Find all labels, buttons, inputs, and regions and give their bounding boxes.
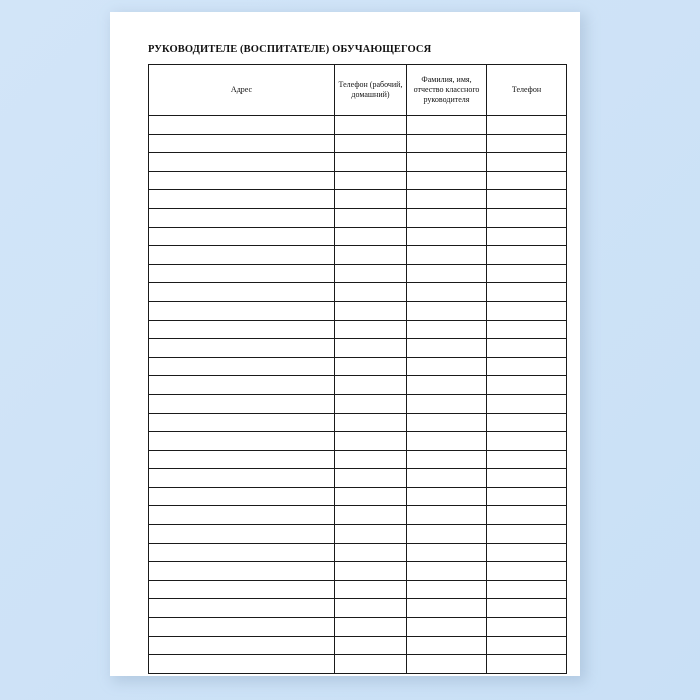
table-cell[interactable] bbox=[149, 487, 335, 506]
table-cell[interactable] bbox=[407, 394, 487, 413]
table-cell[interactable] bbox=[149, 469, 335, 488]
table-cell[interactable] bbox=[335, 655, 407, 674]
table-row[interactable] bbox=[149, 339, 567, 358]
table-cell[interactable] bbox=[407, 301, 487, 320]
table-cell[interactable] bbox=[149, 134, 335, 153]
table-cell[interactable] bbox=[335, 432, 407, 451]
table-cell[interactable] bbox=[487, 543, 567, 562]
column-header-address: Адрес bbox=[149, 65, 335, 116]
table-cell[interactable] bbox=[407, 320, 487, 339]
table-cell[interactable] bbox=[335, 487, 407, 506]
table-row[interactable] bbox=[149, 599, 567, 618]
table-cell[interactable] bbox=[335, 543, 407, 562]
table-cell[interactable] bbox=[487, 153, 567, 172]
table-cell[interactable] bbox=[149, 450, 335, 469]
table-cell[interactable] bbox=[335, 636, 407, 655]
table-cell[interactable] bbox=[149, 190, 335, 209]
table-row[interactable] bbox=[149, 525, 567, 544]
table-row[interactable] bbox=[149, 543, 567, 562]
table-row[interactable] bbox=[149, 283, 567, 302]
table-cell[interactable] bbox=[487, 116, 567, 135]
table-row[interactable] bbox=[149, 246, 567, 265]
table-row[interactable] bbox=[149, 171, 567, 190]
table-cell[interactable] bbox=[407, 580, 487, 599]
table-cell[interactable] bbox=[149, 580, 335, 599]
table-cell[interactable] bbox=[407, 171, 487, 190]
table-cell[interactable] bbox=[335, 580, 407, 599]
table-cell[interactable] bbox=[487, 301, 567, 320]
table-cell[interactable] bbox=[487, 432, 567, 451]
table-cell[interactable] bbox=[149, 376, 335, 395]
table-cell[interactable] bbox=[407, 432, 487, 451]
table-cell[interactable] bbox=[335, 506, 407, 525]
table-cell[interactable] bbox=[335, 153, 407, 172]
table-row[interactable] bbox=[149, 636, 567, 655]
table-cell[interactable] bbox=[407, 357, 487, 376]
table-cell[interactable] bbox=[487, 208, 567, 227]
table-header-row bbox=[149, 65, 567, 116]
table-cell[interactable] bbox=[487, 264, 567, 283]
table-row[interactable] bbox=[149, 618, 567, 637]
table-row[interactable] bbox=[149, 655, 567, 674]
table-cell[interactable] bbox=[149, 618, 335, 637]
table-row[interactable] bbox=[149, 562, 567, 581]
table-cell[interactable] bbox=[335, 376, 407, 395]
table-cell[interactable] bbox=[487, 357, 567, 376]
table-cell[interactable] bbox=[149, 506, 335, 525]
table-cell[interactable] bbox=[487, 469, 567, 488]
table-cell[interactable] bbox=[487, 618, 567, 637]
table-cell[interactable] bbox=[335, 413, 407, 432]
table-cell[interactable] bbox=[149, 171, 335, 190]
table-cell[interactable] bbox=[407, 413, 487, 432]
table-row[interactable] bbox=[149, 413, 567, 432]
table-cell[interactable] bbox=[407, 246, 487, 265]
column-header-phone-work-home: Телефон (рабочий, домашний) bbox=[335, 65, 407, 116]
table-cell[interactable] bbox=[149, 301, 335, 320]
records-table bbox=[148, 64, 567, 674]
table-cell[interactable] bbox=[407, 134, 487, 153]
table-cell[interactable] bbox=[487, 376, 567, 395]
table-cell[interactable] bbox=[407, 562, 487, 581]
table-cell[interactable] bbox=[407, 190, 487, 209]
table-cell[interactable] bbox=[335, 227, 407, 246]
table-cell[interactable] bbox=[487, 171, 567, 190]
table-cell[interactable] bbox=[335, 190, 407, 209]
document-page bbox=[110, 12, 580, 676]
table-cell[interactable] bbox=[149, 636, 335, 655]
table-row[interactable] bbox=[149, 153, 567, 172]
table-cell[interactable] bbox=[487, 190, 567, 209]
table-header bbox=[149, 65, 567, 116]
table-cell[interactable] bbox=[407, 487, 487, 506]
table-cell[interactable] bbox=[487, 227, 567, 246]
table-cell[interactable] bbox=[407, 599, 487, 618]
table-cell[interactable] bbox=[487, 525, 567, 544]
table-row[interactable] bbox=[149, 208, 567, 227]
table-cell[interactable] bbox=[487, 246, 567, 265]
table-cell[interactable] bbox=[407, 339, 487, 358]
table-row[interactable] bbox=[149, 116, 567, 135]
table-cell[interactable] bbox=[149, 227, 335, 246]
table-cell[interactable] bbox=[149, 320, 335, 339]
table-cell[interactable] bbox=[407, 208, 487, 227]
table-cell[interactable] bbox=[407, 227, 487, 246]
table-row[interactable] bbox=[149, 487, 567, 506]
table-cell[interactable] bbox=[487, 134, 567, 153]
table-row[interactable] bbox=[149, 264, 567, 283]
table-cell[interactable] bbox=[487, 599, 567, 618]
table-cell[interactable] bbox=[335, 246, 407, 265]
table-cell[interactable] bbox=[335, 339, 407, 358]
table-cell[interactable] bbox=[407, 543, 487, 562]
table-cell[interactable] bbox=[335, 469, 407, 488]
table-cell[interactable] bbox=[487, 394, 567, 413]
table-cell[interactable] bbox=[335, 134, 407, 153]
table-row[interactable] bbox=[149, 376, 567, 395]
table-cell[interactable] bbox=[407, 469, 487, 488]
table-body bbox=[149, 116, 567, 674]
table-row[interactable] bbox=[149, 190, 567, 209]
table-row[interactable] bbox=[149, 394, 567, 413]
table-cell[interactable] bbox=[149, 543, 335, 562]
table-cell[interactable] bbox=[149, 339, 335, 358]
table-row[interactable] bbox=[149, 320, 567, 339]
table-cell[interactable] bbox=[487, 506, 567, 525]
table-cell[interactable] bbox=[407, 525, 487, 544]
table-row[interactable] bbox=[149, 301, 567, 320]
table-cell[interactable] bbox=[335, 562, 407, 581]
column-header-class-teacher-name: Фамилия, имя, отчество классного руководителя bbox=[407, 65, 487, 116]
table-cell[interactable] bbox=[335, 599, 407, 618]
table-cell[interactable] bbox=[407, 618, 487, 637]
table-cell[interactable] bbox=[149, 116, 335, 135]
table-cell[interactable] bbox=[149, 432, 335, 451]
table-cell[interactable] bbox=[149, 599, 335, 618]
table-cell[interactable] bbox=[407, 264, 487, 283]
table-cell[interactable] bbox=[335, 283, 407, 302]
table-cell[interactable] bbox=[149, 394, 335, 413]
table-row[interactable] bbox=[149, 134, 567, 153]
table-cell[interactable] bbox=[335, 525, 407, 544]
table-cell[interactable] bbox=[335, 208, 407, 227]
table-cell[interactable] bbox=[149, 357, 335, 376]
table-cell[interactable] bbox=[149, 525, 335, 544]
table-row[interactable] bbox=[149, 357, 567, 376]
table-cell[interactable] bbox=[487, 487, 567, 506]
table-cell[interactable] bbox=[407, 506, 487, 525]
table-cell[interactable] bbox=[487, 283, 567, 302]
table-cell[interactable] bbox=[487, 636, 567, 655]
table-cell[interactable] bbox=[487, 655, 567, 674]
table-cell[interactable] bbox=[149, 655, 335, 674]
table-cell[interactable] bbox=[407, 636, 487, 655]
table-cell[interactable] bbox=[335, 264, 407, 283]
table-row[interactable] bbox=[149, 580, 567, 599]
table-cell[interactable] bbox=[149, 413, 335, 432]
table-cell[interactable] bbox=[149, 208, 335, 227]
table-cell[interactable] bbox=[407, 116, 487, 135]
table-row[interactable] bbox=[149, 227, 567, 246]
table-row[interactable] bbox=[149, 432, 567, 451]
table-cell[interactable] bbox=[407, 376, 487, 395]
table-cell[interactable] bbox=[487, 580, 567, 599]
table-cell[interactable] bbox=[335, 301, 407, 320]
table-cell[interactable] bbox=[149, 246, 335, 265]
page-title: РУКОВОДИТЕЛЕ (ВОСПИТАТЕЛЕ) ОБУЧАЮЩЕГОСЯ bbox=[148, 44, 432, 55]
table-cell[interactable] bbox=[335, 394, 407, 413]
table-cell[interactable] bbox=[487, 413, 567, 432]
table-cell[interactable] bbox=[335, 320, 407, 339]
table-cell[interactable] bbox=[407, 283, 487, 302]
table-row[interactable] bbox=[149, 450, 567, 469]
table-row[interactable] bbox=[149, 506, 567, 525]
table-cell[interactable] bbox=[149, 153, 335, 172]
table-cell[interactable] bbox=[335, 450, 407, 469]
table-cell[interactable] bbox=[335, 618, 407, 637]
table-cell[interactable] bbox=[487, 320, 567, 339]
table-row[interactable] bbox=[149, 469, 567, 488]
table-cell[interactable] bbox=[407, 450, 487, 469]
table-cell[interactable] bbox=[487, 562, 567, 581]
table-cell[interactable] bbox=[149, 283, 335, 302]
table-cell[interactable] bbox=[487, 450, 567, 469]
table-cell[interactable] bbox=[487, 339, 567, 358]
table-cell[interactable] bbox=[149, 562, 335, 581]
table-cell[interactable] bbox=[335, 116, 407, 135]
table-cell[interactable] bbox=[407, 153, 487, 172]
table-cell[interactable] bbox=[149, 264, 335, 283]
table-cell[interactable] bbox=[407, 655, 487, 674]
table-cell[interactable] bbox=[335, 357, 407, 376]
column-header-phone: Телефон bbox=[487, 65, 567, 116]
table-cell[interactable] bbox=[335, 171, 407, 190]
